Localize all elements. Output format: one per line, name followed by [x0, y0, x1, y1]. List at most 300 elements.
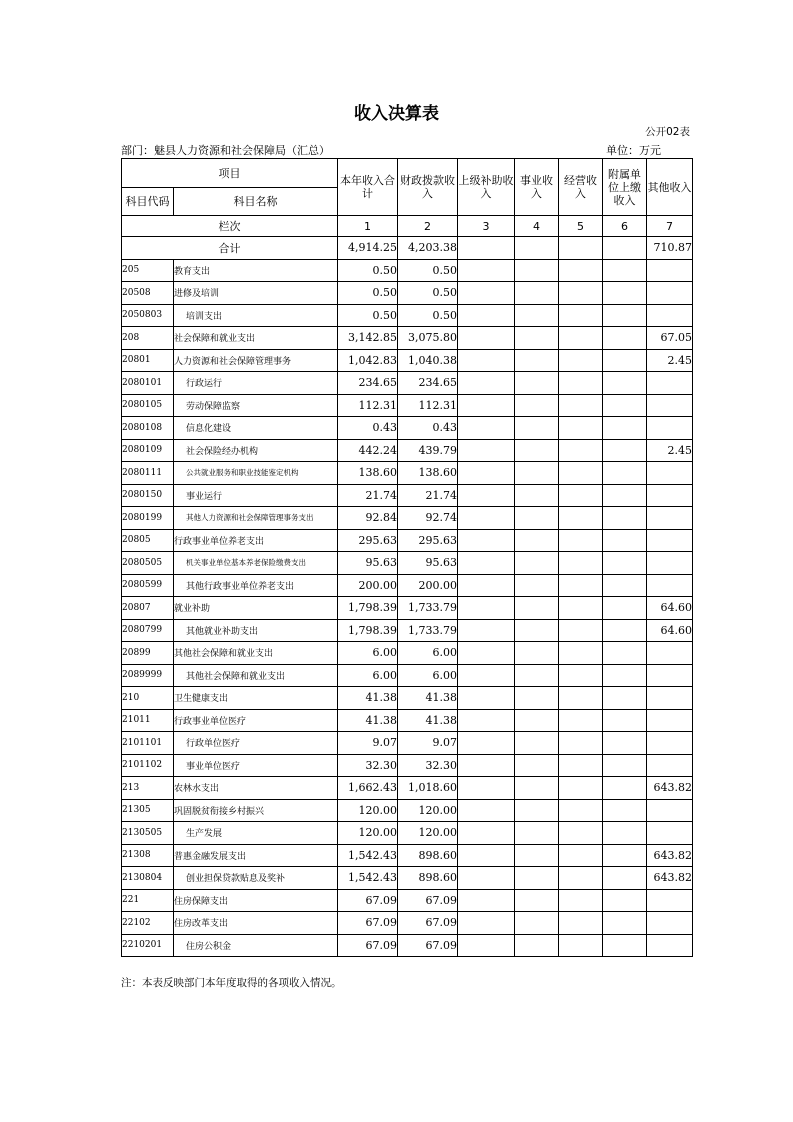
amount-cell [458, 754, 515, 777]
subject-code-cell: 2080505 [122, 552, 174, 575]
amount-cell [515, 304, 559, 327]
amount-cell [647, 687, 693, 710]
amount-cell [559, 799, 603, 822]
amount-cell [603, 462, 647, 485]
amount-cell: 138.60 [398, 462, 458, 485]
amount-cell: 138.60 [338, 462, 398, 485]
subject-name-cell: 社会保障和就业支出 [174, 327, 338, 350]
amount-cell [515, 799, 559, 822]
amount-cell [559, 282, 603, 305]
subject-code-cell: 205 [122, 259, 174, 282]
amount-cell [647, 484, 693, 507]
amount-cell [647, 642, 693, 665]
amount-cell: 0.50 [338, 282, 398, 305]
amount-cell [559, 529, 603, 552]
total-cell: 4,203.38 [398, 237, 458, 260]
total-cell [559, 237, 603, 260]
amount-cell [647, 529, 693, 552]
amount-cell [458, 349, 515, 372]
amount-cell [559, 687, 603, 710]
total-cell: 4,914.25 [338, 237, 398, 260]
amount-cell: 92.84 [338, 507, 398, 530]
amount-cell: 67.05 [647, 327, 693, 350]
table-row [122, 552, 693, 575]
amount-cell [458, 664, 515, 687]
amount-cell [515, 439, 559, 462]
amount-cell: 112.31 [398, 394, 458, 417]
amount-cell [559, 439, 603, 462]
amount-cell [647, 889, 693, 912]
table-row [122, 934, 693, 957]
table-row [122, 597, 693, 620]
amount-cell: 95.63 [338, 552, 398, 575]
col-num: 4 [515, 216, 559, 237]
subject-code-cell: 2080105 [122, 394, 174, 417]
total-cell [458, 237, 515, 260]
amount-cell: 6.00 [338, 642, 398, 665]
amount-cell: 67.09 [338, 934, 398, 957]
col-num: 7 [647, 216, 693, 237]
amount-cell [647, 822, 693, 845]
subject-code-cell: 21308 [122, 844, 174, 867]
amount-cell [603, 934, 647, 957]
amount-cell [603, 597, 647, 620]
amount-cell: 439.79 [398, 439, 458, 462]
table-row [122, 777, 693, 800]
amount-cell [603, 552, 647, 575]
table-row [122, 642, 693, 665]
amount-cell [559, 732, 603, 755]
amount-cell [515, 327, 559, 350]
amount-cell [515, 934, 559, 957]
amount-cell: 0.43 [398, 417, 458, 440]
amount-cell: 120.00 [398, 822, 458, 845]
subject-code-cell: 2050803 [122, 304, 174, 327]
amount-cell [647, 259, 693, 282]
subject-name-cell: 卫生健康支出 [174, 687, 338, 710]
amount-cell [603, 912, 647, 935]
amount-cell [559, 417, 603, 440]
amount-cell [515, 484, 559, 507]
subject-name-cell: 培训支出 [174, 304, 338, 327]
subject-name-cell: 住房保障支出 [174, 889, 338, 912]
amount-cell [458, 709, 515, 732]
amount-cell: 95.63 [398, 552, 458, 575]
amount-cell [458, 867, 515, 890]
subject-code-cell: 221 [122, 889, 174, 912]
amount-cell [559, 912, 603, 935]
col-num: 6 [603, 216, 647, 237]
amount-cell [647, 664, 693, 687]
amount-cell: 21.74 [338, 484, 398, 507]
subject-name-cell: 信息化建设 [174, 417, 338, 440]
amount-cell: 9.07 [338, 732, 398, 755]
amount-cell [559, 664, 603, 687]
amount-cell [647, 709, 693, 732]
header-subject-name: 科目名称 [174, 188, 338, 216]
amount-cell [603, 417, 647, 440]
table-row [122, 394, 693, 417]
amount-cell [458, 687, 515, 710]
table-row [122, 574, 693, 597]
subject-name-cell: 普惠金融发展支出 [174, 844, 338, 867]
amount-cell [603, 822, 647, 845]
subject-name-cell: 巩固脱贫衔接乡村振兴 [174, 799, 338, 822]
subject-name-cell: 创业担保贷款贴息及奖补 [174, 867, 338, 890]
amount-cell [515, 282, 559, 305]
amount-cell: 67.09 [338, 912, 398, 935]
table-row [122, 372, 693, 395]
amount-cell [559, 642, 603, 665]
subject-name-cell: 行政单位医疗 [174, 732, 338, 755]
amount-cell [603, 687, 647, 710]
amount-cell [559, 822, 603, 845]
subject-code-cell: 2130505 [122, 822, 174, 845]
amount-cell: 1,542.43 [338, 844, 398, 867]
table-row [122, 799, 693, 822]
amount-cell: 3,142.85 [338, 327, 398, 350]
amount-cell: 200.00 [398, 574, 458, 597]
amount-cell [515, 507, 559, 530]
amount-cell [515, 417, 559, 440]
amount-cell [603, 844, 647, 867]
amount-cell: 295.63 [338, 529, 398, 552]
amount-cell: 643.82 [647, 867, 693, 890]
table-row [122, 709, 693, 732]
amount-cell [515, 687, 559, 710]
amount-cell [515, 867, 559, 890]
amount-cell: 92.74 [398, 507, 458, 530]
amount-cell [458, 529, 515, 552]
amount-cell [458, 327, 515, 350]
amount-cell: 21.74 [398, 484, 458, 507]
header-operating: 经营收入 [559, 159, 603, 216]
subject-name-cell: 行政事业单位养老支出 [174, 529, 338, 552]
amount-cell: 0.50 [338, 304, 398, 327]
amount-cell [647, 754, 693, 777]
subject-code-cell: 22102 [122, 912, 174, 935]
amount-cell [559, 777, 603, 800]
amount-cell: 6.00 [398, 642, 458, 665]
amount-cell [515, 642, 559, 665]
amount-cell [603, 259, 647, 282]
amount-cell [515, 259, 559, 282]
subject-code-cell: 20801 [122, 349, 174, 372]
amount-cell: 1,040.38 [398, 349, 458, 372]
total-cell [603, 237, 647, 260]
amount-cell [515, 394, 559, 417]
subject-name-cell: 生产发展 [174, 822, 338, 845]
table-row [122, 912, 693, 935]
amount-cell: 64.60 [647, 619, 693, 642]
table-row [122, 529, 693, 552]
amount-cell [515, 574, 559, 597]
subject-name-cell: 公共就业服务和职业技能鉴定机构 [174, 462, 338, 485]
amount-cell [515, 597, 559, 620]
amount-cell [603, 889, 647, 912]
amount-cell: 64.60 [647, 597, 693, 620]
amount-cell [647, 732, 693, 755]
subject-code-cell: 2080101 [122, 372, 174, 395]
amount-cell [515, 552, 559, 575]
amount-cell: 120.00 [398, 799, 458, 822]
table-row [122, 349, 693, 372]
amount-cell [603, 664, 647, 687]
amount-cell: 0.50 [338, 259, 398, 282]
amount-cell [603, 642, 647, 665]
amount-cell: 9.07 [398, 732, 458, 755]
subject-name-cell: 人力资源和社会保障管理事务 [174, 349, 338, 372]
table-row [122, 867, 693, 890]
amount-cell: 67.09 [398, 934, 458, 957]
amount-cell: 1,042.83 [338, 349, 398, 372]
amount-cell [458, 822, 515, 845]
amount-cell [647, 304, 693, 327]
amount-cell [559, 349, 603, 372]
subject-code-cell: 2080109 [122, 439, 174, 462]
amount-cell [603, 304, 647, 327]
table-row [122, 844, 693, 867]
amount-cell: 0.50 [398, 282, 458, 305]
amount-cell [603, 732, 647, 755]
header-column-order: 栏次 [122, 216, 338, 237]
amount-cell: 234.65 [338, 372, 398, 395]
subject-name-cell: 其他行政事业单位养老支出 [174, 574, 338, 597]
amount-cell: 234.65 [398, 372, 458, 395]
amount-cell: 112.31 [338, 394, 398, 417]
income-table [121, 158, 693, 957]
amount-cell [559, 574, 603, 597]
amount-cell [458, 619, 515, 642]
subject-code-cell: 2101101 [122, 732, 174, 755]
unit-label: 单位：万元 [606, 144, 661, 157]
col-num: 3 [458, 216, 515, 237]
total-label: 合计 [122, 237, 338, 260]
subject-code-cell: 210 [122, 687, 174, 710]
amount-cell: 1,798.39 [338, 597, 398, 620]
subject-code-cell: 2080599 [122, 574, 174, 597]
amount-cell: 6.00 [338, 664, 398, 687]
amount-cell [647, 912, 693, 935]
amount-cell [458, 394, 515, 417]
amount-cell [458, 417, 515, 440]
header-item: 项目 [122, 159, 338, 188]
subject-name-cell: 其他社会保障和就业支出 [174, 664, 338, 687]
header-fiscal: 财政拨款收入 [398, 159, 458, 216]
subject-name-cell: 机关事业单位基本养老保险缴费支出 [174, 552, 338, 575]
amount-cell [559, 507, 603, 530]
amount-cell [458, 439, 515, 462]
table-row [122, 462, 693, 485]
subject-code-cell: 2080111 [122, 462, 174, 485]
subject-name-cell: 农林水支出 [174, 777, 338, 800]
subject-code-cell: 2089999 [122, 664, 174, 687]
amount-cell [559, 484, 603, 507]
amount-cell [458, 372, 515, 395]
table-row [122, 484, 693, 507]
amount-cell [603, 507, 647, 530]
footnote: 注：本表反映部门本年度取得的各项收入情况。 [121, 977, 342, 989]
amount-cell [559, 462, 603, 485]
subject-code-cell: 208 [122, 327, 174, 350]
amount-cell [559, 889, 603, 912]
table-row [122, 822, 693, 845]
amount-cell: 41.38 [338, 709, 398, 732]
amount-cell [515, 844, 559, 867]
amount-cell [647, 372, 693, 395]
amount-cell [603, 777, 647, 800]
table-row [122, 327, 693, 350]
amount-cell: 41.38 [338, 687, 398, 710]
amount-cell: 3,075.80 [398, 327, 458, 350]
amount-cell: 1,662.43 [338, 777, 398, 800]
amount-cell [603, 619, 647, 642]
amount-cell [559, 552, 603, 575]
amount-cell: 2.45 [647, 439, 693, 462]
amount-cell: 120.00 [338, 799, 398, 822]
subject-code-cell: 2080799 [122, 619, 174, 642]
amount-cell [458, 777, 515, 800]
amount-cell [559, 619, 603, 642]
subject-name-cell: 就业补助 [174, 597, 338, 620]
amount-cell [559, 394, 603, 417]
table-row [122, 889, 693, 912]
table-row [122, 439, 693, 462]
amount-cell [603, 484, 647, 507]
amount-cell [603, 349, 647, 372]
amount-cell [603, 867, 647, 890]
amount-cell [458, 934, 515, 957]
amount-cell [647, 417, 693, 440]
amount-cell: 6.00 [398, 664, 458, 687]
amount-cell [647, 394, 693, 417]
amount-cell: 2.45 [647, 349, 693, 372]
amount-cell [647, 552, 693, 575]
amount-cell: 32.30 [398, 754, 458, 777]
amount-cell [603, 754, 647, 777]
amount-cell [458, 912, 515, 935]
amount-cell: 0.50 [398, 259, 458, 282]
subject-name-cell: 劳动保障监察 [174, 394, 338, 417]
subject-code-cell: 2080108 [122, 417, 174, 440]
amount-cell [515, 889, 559, 912]
col-num: 2 [398, 216, 458, 237]
amount-cell: 898.60 [398, 867, 458, 890]
amount-cell [559, 754, 603, 777]
amount-cell [603, 372, 647, 395]
amount-cell: 41.38 [398, 709, 458, 732]
amount-cell [515, 912, 559, 935]
table-row [122, 259, 693, 282]
table-row [122, 304, 693, 327]
total-row [122, 237, 693, 260]
amount-cell [458, 282, 515, 305]
subject-code-cell: 20899 [122, 642, 174, 665]
subject-code-cell: 21011 [122, 709, 174, 732]
subject-name-cell: 住房改革支出 [174, 912, 338, 935]
table-row [122, 507, 693, 530]
col-num: 5 [559, 216, 603, 237]
amount-cell [559, 709, 603, 732]
amount-cell: 0.43 [338, 417, 398, 440]
subject-name-cell: 住房公积金 [174, 934, 338, 957]
total-cell: 710.87 [647, 237, 693, 260]
amount-cell: 1,542.43 [338, 867, 398, 890]
amount-cell [458, 484, 515, 507]
amount-cell [647, 507, 693, 530]
header-affiliated: 附属单位上缴收入 [603, 159, 647, 216]
amount-cell: 200.00 [338, 574, 398, 597]
amount-cell [515, 777, 559, 800]
amount-cell: 32.30 [338, 754, 398, 777]
amount-cell [458, 574, 515, 597]
amount-cell: 643.82 [647, 844, 693, 867]
subject-code-cell: 2210201 [122, 934, 174, 957]
amount-cell [559, 597, 603, 620]
department-label: 部门：魅县人力资源和社会保障局（汇总） [121, 144, 330, 157]
header-total-income: 本年收入合计 [338, 159, 398, 216]
amount-cell [515, 529, 559, 552]
amount-cell [559, 304, 603, 327]
table-row [122, 417, 693, 440]
amount-cell [559, 867, 603, 890]
amount-cell [458, 597, 515, 620]
subject-name-cell: 社会保险经办机构 [174, 439, 338, 462]
amount-cell [515, 619, 559, 642]
amount-cell: 120.00 [338, 822, 398, 845]
subject-code-cell: 213 [122, 777, 174, 800]
amount-cell [603, 709, 647, 732]
amount-cell [559, 259, 603, 282]
subject-code-cell: 20508 [122, 282, 174, 305]
subject-name-cell: 事业运行 [174, 484, 338, 507]
amount-cell: 1,018.60 [398, 777, 458, 800]
amount-cell: 1,733.79 [398, 619, 458, 642]
amount-cell [603, 327, 647, 350]
amount-cell [458, 889, 515, 912]
subject-code-cell: 20807 [122, 597, 174, 620]
amount-cell: 898.60 [398, 844, 458, 867]
amount-cell [603, 439, 647, 462]
subject-name-cell: 行政事业单位医疗 [174, 709, 338, 732]
amount-cell [458, 462, 515, 485]
amount-cell: 67.09 [398, 912, 458, 935]
amount-cell [458, 844, 515, 867]
amount-cell [515, 709, 559, 732]
subject-code-cell: 20805 [122, 529, 174, 552]
amount-cell: 41.38 [398, 687, 458, 710]
page-title: 收入决算表 [354, 104, 439, 124]
subject-code-cell: 21305 [122, 799, 174, 822]
subject-name-cell: 进修及培训 [174, 282, 338, 305]
amount-cell [603, 574, 647, 597]
table-row [122, 687, 693, 710]
amount-cell: 442.24 [338, 439, 398, 462]
amount-cell [603, 529, 647, 552]
amount-cell: 0.50 [398, 304, 458, 327]
amount-cell [515, 462, 559, 485]
subject-name-cell: 事业单位医疗 [174, 754, 338, 777]
amount-cell: 643.82 [647, 777, 693, 800]
table-row [122, 282, 693, 305]
subject-name-cell: 行政运行 [174, 372, 338, 395]
amount-cell [515, 754, 559, 777]
header-superior: 上级补助收入 [458, 159, 515, 216]
amount-cell: 1,798.39 [338, 619, 398, 642]
amount-cell [458, 799, 515, 822]
subject-name-cell: 其他就业补助支出 [174, 619, 338, 642]
amount-cell: 67.09 [338, 889, 398, 912]
